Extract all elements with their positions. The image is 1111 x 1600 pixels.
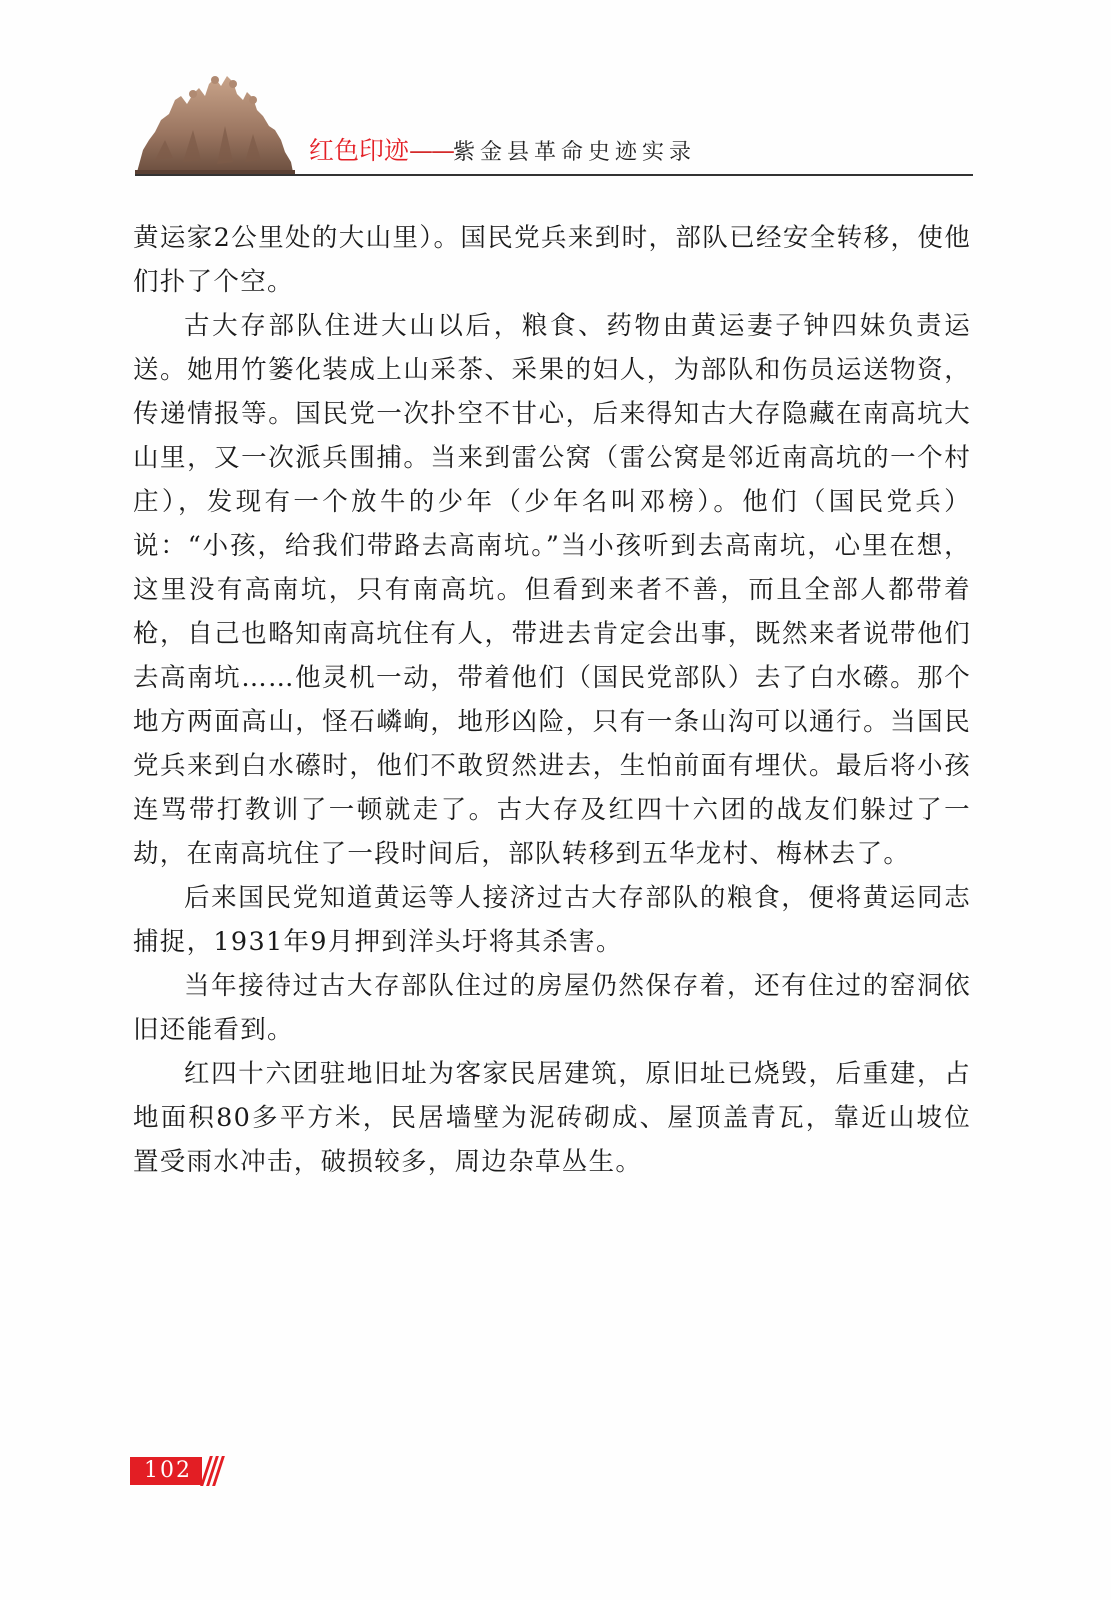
header-divider [135, 174, 973, 176]
page-number-slashes [205, 1456, 223, 1486]
page-number: 102 [130, 1457, 202, 1485]
header-title [309, 136, 696, 168]
page-number-tab [130, 1454, 223, 1488]
series-brand: 红色印迹 [309, 136, 410, 165]
paragraph-1: 黄运家2公里处的大山里）。国民党兵来到时，部队已经安全转移，使他们扑了个空。 [133, 223, 971, 297]
paragraph-4: 当年接待过古大存部队住过的房屋仍然保存着，还有住过的窑洞依旧还能看到。 [133, 971, 971, 1045]
paragraph-5: 红四十六团驻地旧址为客家民居建筑，原旧址已烧毁，后重建，占地面积80多平方米，民居墙壁为泥砖砌成、屋顶盖青瓦，靠近山坡位置受雨水冲击，破损较多，周边杂草丛生。 [133, 1059, 971, 1177]
title-separator: —— [409, 137, 454, 165]
paragraph-3: 后来国民党知道黄运等人接济过古大存部队的粮食，便将黄运同志捕捉，1931年9月押到洋头圩将其杀害。 [133, 883, 971, 957]
running-header [135, 70, 973, 178]
body-text [133, 216, 971, 1184]
book-subtitle: 紫金县革命史迹实录 [453, 140, 697, 165]
paragraph-2: 古大存部队住进大山以后，粮食、药物由黄运妻子钟四妹负责运送。她用竹篓化装成上山采茶、采果的妇人，为部队和伤员运送物资，传递情报等。国民党一次扑空不甘心，后来得知古大存隐藏在南高坑大山里，又一次派兵围捕。当来到雷公窝（雷公窝是邻近南高坑的一个村庄），发现有一个放牛的少年（少年名叫邓榜）。他们（国民党兵）说：“小孩，给我们带路去高南坑。”当小孩听到去高南坑，心里在想，这里没有高南坑，只有南高坑。但看到来者不善，而且全部人都带着枪，自己也略知南高坑住有人，带进去肯定会出事，既然来者说带他们去高南坑……他灵机一动，带着他们（国民党部队）去了白水礤。那个地方两面高山，怪石嶙峋，地形凶险，只有一条山沟可以通行。当国民党兵来到白水礤时，他们不敢贸然进去，生怕前面有埋伏。最后将小孩连骂带打教训了一顿就走了。古大存及红四十六团的战友们躲过了一劫，在南高坑住了一段时间后，部队转移到五华龙村、梅林去了。 [133, 311, 971, 869]
revolutionary-monument-icon [135, 70, 295, 174]
